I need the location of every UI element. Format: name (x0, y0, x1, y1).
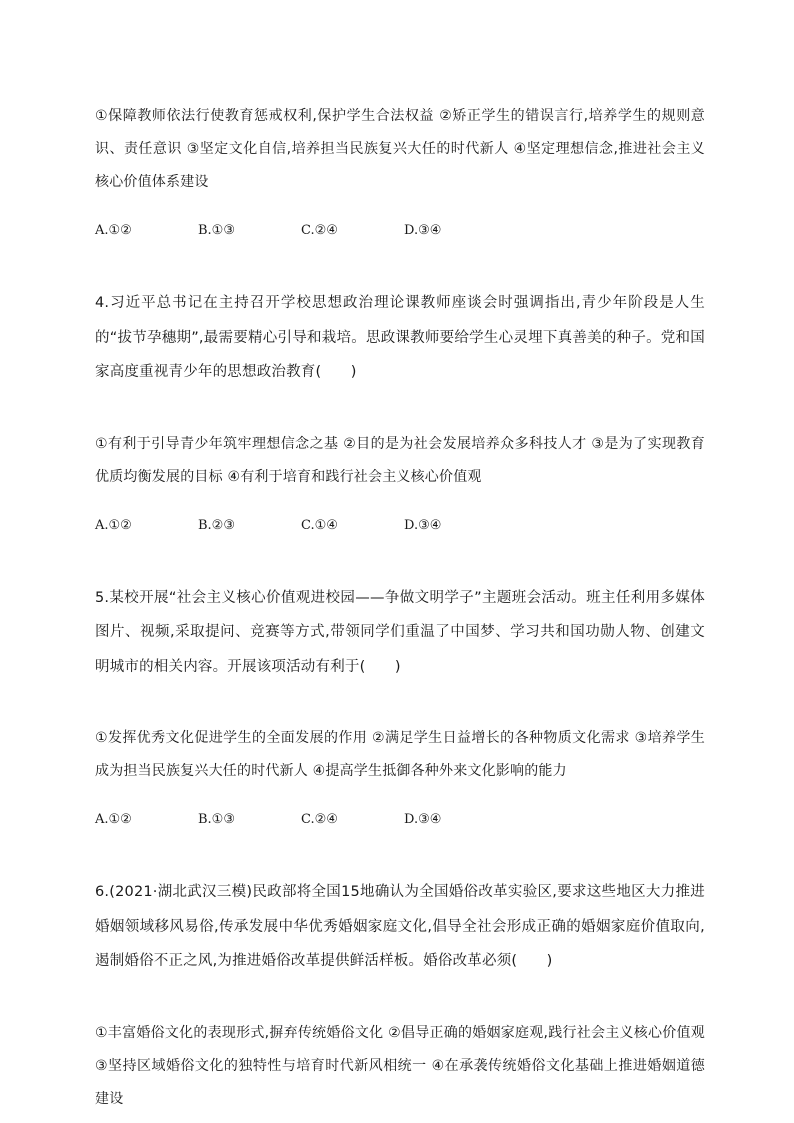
q4-statements: ①有利于引导青少年筑牢理想信念之基 ②目的是为社会发展培养众多科技人才 ③是为了实现教育优质均衡发展的目标 ④有利于培育和践行社会主义核心价值观 (95, 435, 705, 485)
q4-option-d[interactable]: D.③④ (404, 517, 442, 533)
q6-statements: ①丰富婚俗文化的表现形式,摒弃传统婚俗文化 ②倡导正确的婚姻家庭观,践行社会主义核心价值观 ③坚持区域婚俗文化的独特性与培育时代新风相统一 ④在承袭传统婚俗文化基础上推进婚姻道德建设 (95, 1024, 705, 1107)
q3-option-c[interactable]: C.②④ (301, 223, 338, 238)
q4-option-c[interactable]: C.①④ (301, 517, 338, 533)
q4-options (95, 516, 705, 536)
q5-options (95, 810, 705, 830)
q3-option-b[interactable]: B.①③ (198, 223, 235, 238)
q5-stem: 5.某校开展“社会主义核心价值观进校园——争做文明学子”主题班会活动。班主任利用多媒体图片、视频,采取提问、竞赛等方式,带领同学们重温了中国梦、学习共和国功勋人物、创建文明城市的相关内容。开展该项活动有利于( ) (95, 589, 705, 675)
q3-options (95, 221, 705, 241)
q5-option-b[interactable]: B.①③ (198, 812, 235, 827)
q4-option-a[interactable]: A.①② (95, 517, 132, 533)
q5-option-a[interactable]: A.①② (95, 812, 132, 827)
q5-statements: ①发挥优秀文化促进学生的全面发展的作用 ②满足学生日益增长的各种物质文化需求 ③培养学生成为担当民族复兴大任的时代新人 ④提高学生抵御各种外来文化影响的能力 (95, 730, 705, 779)
q3-option-a[interactable]: A.①② (95, 223, 132, 238)
q6-stem: 6.(2021·湖北武汉三模)民政部将全国15地确认为全国婚俗改革实验区,要求这些地区大力推进婚姻领域移风易俗,传承发展中华优秀婚姻家庭文化,倡导全社会形成正确的婚姻家庭价值取向,遏制婚俗不正之风,为推进婚俗改革提供鲜活样板。婚俗改革必须( ) (95, 884, 705, 969)
q3-statements: ①保障教师依法行使教育惩戒权利,保护学生合法权益 ②矫正学生的错误言行,培养学生的规则意识、责任意识 ③坚定文化自信,培养担当民族复兴大任的时代新人 ④坚定理想信念,推进社会主义核心价值体系建设 (95, 108, 705, 190)
q4-stem: 4.习近平总书记在主持召开学校思想政治理论课教师座谈会时强调指出,青少年阶段是人生的“拔节孕穗期”,最需要精心引导和栽培。思政课教师要给学生心灵埋下真善美的种子。党和国家高度重视青少年的思想政治教育( ) (95, 295, 705, 380)
exam-page (95, 100, 705, 1116)
q3-option-d[interactable]: D.③④ (404, 223, 442, 238)
q5-option-c[interactable]: C.②④ (301, 812, 338, 827)
q5-option-d[interactable]: D.③④ (404, 812, 442, 827)
q4-option-b[interactable]: B.②③ (198, 517, 235, 533)
